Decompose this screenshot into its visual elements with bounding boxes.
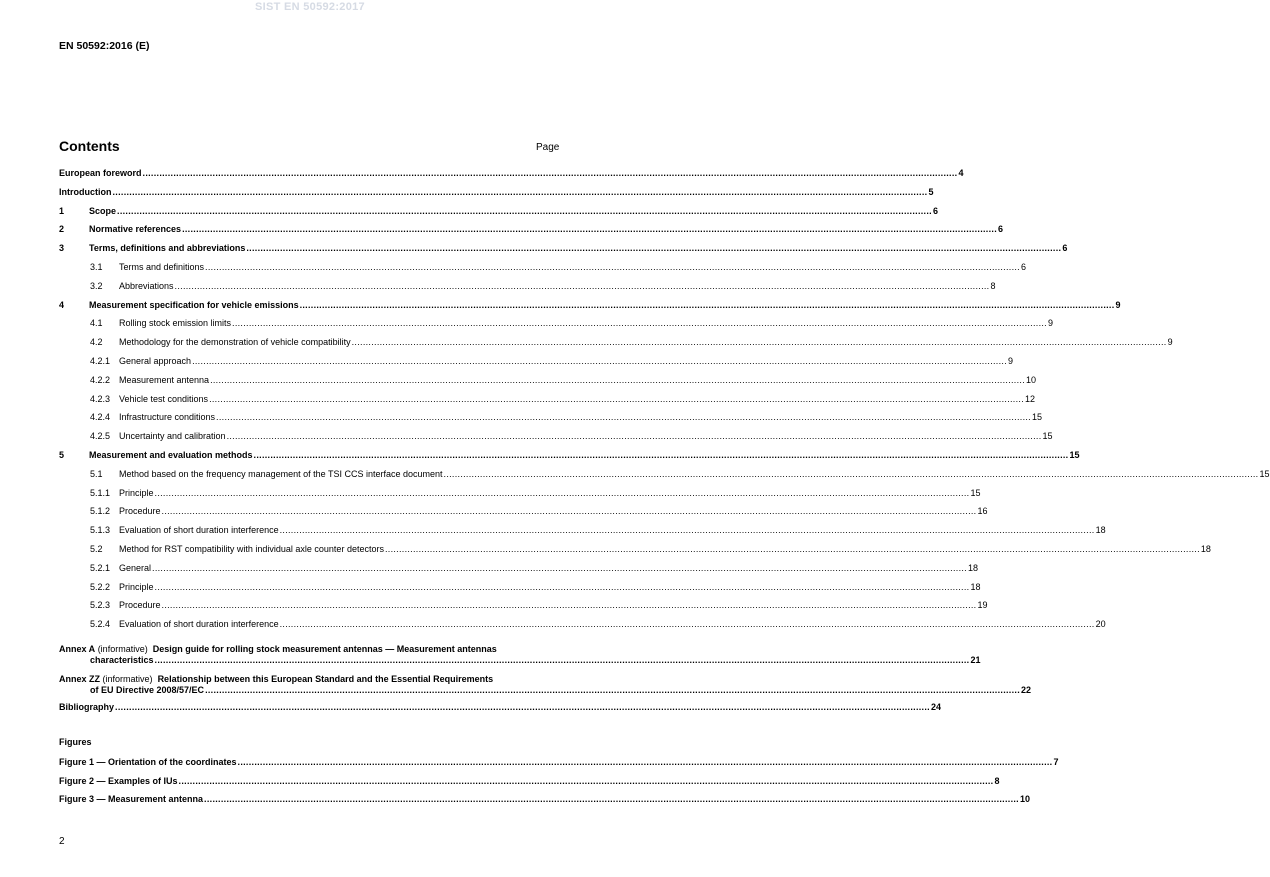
toc-entry-page: 8 [990, 280, 996, 291]
toc-entry-page: 9 [1047, 318, 1053, 329]
toc-entry-title: Method based on the frequency management of the TSI CCS interface document [119, 468, 443, 479]
annex-title-line1: Relationship between this European Standard and the Essential Requirements [157, 673, 494, 684]
toc-entry-title: Principle [119, 581, 154, 592]
toc-entry[interactable] [59, 523, 1106, 542]
toc-entry-page: 9 [1167, 337, 1173, 348]
toc-entry[interactable] [59, 373, 1037, 392]
toc-entry[interactable] [59, 410, 1043, 429]
toc-entry-number: 1 [59, 205, 65, 216]
toc-entry-title: General approach [119, 355, 192, 366]
toc-entry-title: Introduction [59, 186, 112, 197]
toc-entry-page: 24 [930, 701, 941, 712]
toc-entry-number: 5 [59, 449, 65, 460]
toc-entry-bibliography[interactable] [59, 700, 941, 719]
toc-entry-title: Evaluation of short duration interference [119, 619, 279, 630]
toc-entry-title: Principle [119, 487, 154, 498]
toc-entry-number: 4.2.2 [90, 374, 111, 385]
toc-entry[interactable] [59, 166, 964, 185]
toc-entry-page: 15 [1032, 412, 1043, 423]
toc-entry-title: Procedure [119, 506, 161, 517]
annex-title-line2: characteristics [90, 654, 154, 665]
document-id: EN 50592:2016 (E) [59, 40, 150, 52]
toc-entry-title: Figure 3 — Measurement antenna [59, 794, 204, 805]
figure-entry[interactable] [59, 755, 1059, 774]
toc-entry-title: Method for RST compatibility with individual axle counter detectors [119, 543, 384, 554]
toc-entry[interactable] [59, 561, 978, 580]
toc-entry-page: 12 [1025, 393, 1036, 404]
toc-entry-title: Uncertainty and calibration [119, 431, 226, 442]
toc-entry-page: 8 [994, 775, 1000, 786]
toc-entry[interactable] [59, 617, 1106, 636]
toc-entry-title: General [119, 562, 152, 573]
annex-page: 22 [1021, 684, 1032, 695]
toc-entry[interactable] [59, 316, 1053, 335]
toc-entry-number: 4.2.3 [90, 393, 111, 404]
toc-entry-number: 5.2.2 [90, 581, 111, 592]
toc-entry[interactable] [59, 298, 1121, 317]
toc-entry[interactable] [59, 467, 1270, 486]
annex-type: (informative) [97, 643, 148, 654]
toc-entry-number: 4.2 [90, 337, 103, 348]
toc-entry-title: Terms and definitions [119, 261, 205, 272]
toc-entry-annex-zz[interactable] [59, 673, 1032, 696]
toc-entry-number: 5.1 [90, 468, 103, 479]
annex-title-line1: Design guide for rolling stock measurement antennas — Measurement antennas [152, 643, 497, 654]
toc-entry-page: 18 [1095, 525, 1106, 536]
toc-entry-page: 5 [928, 186, 934, 197]
toc-entry[interactable] [59, 598, 988, 617]
toc-entry[interactable] [59, 279, 996, 298]
toc-entry-title: Infrastructure conditions [119, 412, 216, 423]
toc-entry-title: Scope [89, 205, 117, 216]
toc-entry-page: 9 [1115, 299, 1121, 310]
toc-entry-number: 4.1 [90, 318, 103, 329]
toc-entry-page: 19 [977, 600, 988, 611]
toc-entry-number: 5.2.4 [90, 619, 111, 630]
toc-entry-annex-a[interactable] [59, 643, 981, 666]
toc-entry-page: 16 [977, 506, 988, 517]
toc-entry-number: 4 [59, 299, 65, 310]
toc-entry-title: Methodology for the demonstration of vehicle compatibility [119, 337, 351, 348]
toc-entry-page: 20 [1095, 619, 1106, 630]
figure-entry[interactable] [59, 792, 1031, 811]
toc-entry-title: Measurement specification for vehicle emissions [89, 299, 299, 310]
toc-entry-page: 4 [958, 168, 964, 178]
toc-entry[interactable] [59, 204, 938, 223]
toc-entry-number: 5.1.2 [90, 506, 111, 517]
watermark: SIST EN 50592:2017 [255, 1, 365, 13]
toc-entry-title: Abbreviations [119, 280, 174, 291]
annex-title-line2: of EU Directive 2008/57/EC [90, 684, 205, 695]
toc-entry-number: 5.2.3 [90, 600, 111, 611]
page-number: 2 [59, 836, 65, 847]
toc-entry-number: 3.1 [90, 261, 103, 272]
toc-entry-page: 15 [1259, 468, 1270, 479]
toc-entry[interactable] [59, 260, 1027, 279]
toc-entry-page: 15 [970, 487, 981, 498]
toc-entry[interactable] [59, 335, 1173, 354]
toc-entry-number: 4.2.4 [90, 412, 111, 423]
toc-entry-page: 7 [1053, 756, 1059, 767]
toc-entry-title: Figure 2 — Examples of IUs [59, 775, 178, 786]
contents-title: Contents [59, 138, 120, 154]
toc-entry[interactable] [59, 504, 988, 523]
toc-entry-title: Normative references [89, 224, 182, 235]
toc-entry-page: 6 [932, 205, 938, 216]
toc-entry-title: Vehicle test conditions [119, 393, 209, 404]
toc-entry-page: 9 [1008, 355, 1014, 366]
toc-entry[interactable] [59, 392, 1036, 411]
figures-heading: Figures [59, 736, 92, 747]
page-column-label: Page [536, 142, 560, 153]
toc-entry-title: Evaluation of short duration interference [119, 525, 279, 536]
toc-entry-page: 15 [1069, 449, 1080, 460]
toc-entry-number: 5.1.1 [90, 487, 111, 498]
toc-entry-page: 18 [967, 562, 978, 573]
table-of-contents [59, 166, 1270, 811]
annex-page: 21 [970, 654, 981, 665]
toc-entry-title: Procedure [119, 600, 161, 611]
toc-entry-page: 18 [970, 581, 981, 592]
toc-entry-page: 10 [1020, 794, 1031, 805]
toc-entry[interactable] [59, 486, 981, 505]
toc-entry-page: 6 [998, 224, 1004, 235]
annex-label: Annex A [59, 643, 96, 654]
toc-entry-title: Measurement and evaluation methods [89, 449, 253, 460]
toc-entry-number: 3.2 [90, 280, 103, 291]
toc-entry-page: 6 [1021, 261, 1027, 272]
toc-entry-title: Bibliography [59, 701, 115, 712]
toc-entry-number: 5.1.3 [90, 525, 111, 536]
toc-entry[interactable] [59, 580, 981, 599]
annex-label: Annex ZZ [59, 673, 101, 684]
toc-entry-page: 15 [1042, 431, 1053, 442]
toc-entry-page: 18 [1200, 543, 1211, 554]
toc-entry[interactable] [59, 542, 1211, 561]
figure-entry[interactable] [59, 774, 1000, 793]
toc-entry-number: 5.2.1 [90, 562, 111, 573]
toc-entry[interactable] [59, 448, 1080, 467]
toc-entry[interactable] [59, 185, 934, 204]
toc-entry-number: 3 [59, 243, 65, 254]
toc-entry[interactable] [59, 354, 1014, 373]
toc-entry-number: 4.2.5 [90, 431, 111, 442]
toc-entry-number: 2 [59, 224, 65, 235]
toc-entry-title: Terms, definitions and abbreviations [89, 243, 246, 254]
annex-type: (informative) [102, 673, 153, 684]
toc-entry[interactable] [59, 429, 1053, 448]
toc-entry-title: Rolling stock emission limits [119, 318, 232, 329]
toc-entry-title: European foreword [59, 168, 142, 178]
toc-entry-page: 10 [1026, 374, 1037, 385]
toc-entry-title: Figure 1 — Orientation of the coordinates [59, 756, 237, 767]
toc-entry-number: 4.2.1 [90, 355, 111, 366]
toc-entry[interactable] [59, 241, 1068, 260]
toc-entry[interactable] [59, 222, 1004, 241]
toc-entry-number: 5.2 [90, 543, 103, 554]
toc-entry-page: 6 [1062, 243, 1068, 254]
toc-entry-title: Measurement antenna [119, 374, 210, 385]
